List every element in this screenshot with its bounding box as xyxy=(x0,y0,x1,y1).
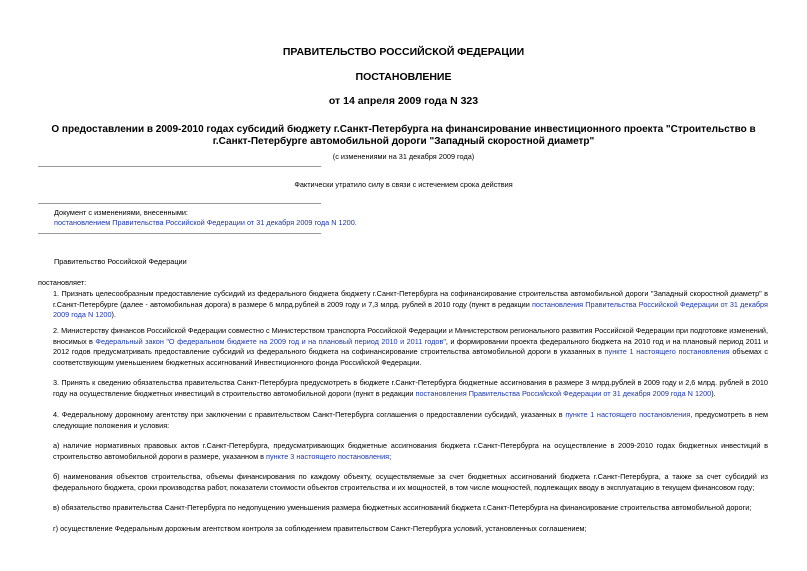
date-number: от 14 апреля 2009 года N 323 xyxy=(328,95,479,107)
decides: постановляет: xyxy=(38,278,87,287)
paragraph-3-link[interactable]: постановления Правительства Российской Федерации от 31 декабря 2009 года N 1200 xyxy=(415,388,712,398)
document-title: О предоставлении в 2009-2010 годах субсидий бюджету г.Санкт-Петербурга на финансирование инвестиционного проекта "Строительство в г.Санкт-Петербурге автомобильной дороги "Западный скоростной диаметр" xyxy=(51,124,756,147)
paragraph-2: 2. Министерству финансов Российской Федерации совместно с Министерством транспорта Российской Федерации и Министерством регионального развития Российской Федерации при подготовке изменений, вносимых в Федеральный закон "О федеральном бюджете на 2009 год и на плановый период 2010 и 2011 годов", и формировании проекта федерального бюджета на 2010 год и на плановый период 2011 и 2012 годов предусматривать предоставление субсидий из федерального бюджета на софинансирование строительства автомобильной дороги в указанных в пункте 1 настоящего постановления объемах с соответствующим уменьшением бюджетных ассигнований Инвестиционного фонда Российской Федерации. xyxy=(53,326,768,367)
paragraph-4-link[interactable]: пункте 1 настоящего постановления xyxy=(565,410,691,419)
divider xyxy=(38,233,321,234)
subparagraph-b: б) наименования объектов строительства, объемы финансирования по каждому объекту, осуществляемые за счет бюджетных ассигнований бюджета г.Санкт-Петербурга, а также за счет субсидий из федерального бюджета, сроки производства работ, показатели стоимости объектов строительства и их мощностей, в том числе мощностей, подлежащих вводу в эксплуатацию в текущем финансовом году; xyxy=(53,472,768,492)
revision-note: (с изменениями на 31 декабря 2009 года) xyxy=(332,152,475,161)
divider xyxy=(38,166,321,167)
subparagraph-a: а) наличие нормативных правовых актов г.Санкт-Петербурга, предусматривающих бюджетные ассигнования бюджета г.Санкт-Петербурга на осуществление в 2009-2010 годах бюджетных инвестиций в строительство автомобильной дороги в размере, указанном в пункте 3 настоящего постановления; xyxy=(53,441,768,461)
paragraph-1-link[interactable]: постановления Правительства Российской Федерации от 31 декабря 2009 года N 1200 xyxy=(53,299,768,320)
document-type: ПОСТАНОВЛЕНИЕ xyxy=(355,71,452,83)
paragraph-4: 4. Федеральному дорожному агентству при заключении с правительством Санкт-Петербурга соглашения о предоставлении субсидий, указанных в пункте 1 настоящего постановления, предусмотреть в нем следующие положения и условия: xyxy=(53,410,768,430)
paragraph-3: 3. Принять к сведению обязательства правительства Санкт-Петербурга предусмотреть в бюджете г.Санкт-Петербурга бюджетные ассигнования в размере 3 млрд.рублей в 2009 году и 2,6 млрд. рублей в 2010 году на осуществление бюджетных инвестиций в строительство автомобильной дороги (пункт в редакции постановления Правительства Российской Федерации от 31 декабря 2009 года N 1200). xyxy=(53,378,768,398)
amendments-link[interactable]: постановлением Правительства Российской Федерации от 31 декабря 2009 года N 1200. xyxy=(54,218,357,227)
amendments-label: Документ с изменениями, внесенными: xyxy=(54,208,188,217)
federal-law-link[interactable]: Федеральный закон "О федеральном бюджете на 2009 год и на плановый период 2010 и 2011 годов" xyxy=(95,336,446,346)
divider xyxy=(38,203,321,204)
subparagraph-v: в) обязательство правительства Санкт-Петербурга по недопущению уменьшения размера бюджетных ассигнований бюджета г.Санкт-Петербурга на финансирование строительства автомобильной дороги; xyxy=(53,503,752,512)
status-note: Фактически утратило силу в связи с истечением срока действия xyxy=(294,180,513,189)
government-heading: ПРАВИТЕЛЬСТВО РОССИЙСКОЙ ФЕДЕРАЦИИ xyxy=(282,46,525,58)
subparagraph-g: г) осуществление Федеральным дорожным агентством контроля за соблюдением правительством Санкт-Петербурга условий, установленных соглашением; xyxy=(53,524,587,533)
authority: Правительство Российской Федерации xyxy=(54,257,187,266)
subparagraph-a-link[interactable]: пункте 3 настоящего постановления xyxy=(266,451,390,461)
paragraph-1: 1. Признать целесообразным предоставление субсидий из федерального бюджета бюджету г.Санкт-Петербурга на софинансирование строительства автомобильной дороги "Западный скоростной диаметр" в г.Санкт-Петербурге (далее - автомобильная дорога) в размере 6 млрд.рублей в 2009 году и 7,3 млрд. рублей в 2010 году (пункт в редакции постановления Правительства Российской Федерации от 31 декабря 2009 года N 1200). xyxy=(53,289,768,320)
paragraph-2-link[interactable]: пункте 1 настоящего постановления xyxy=(604,347,730,357)
